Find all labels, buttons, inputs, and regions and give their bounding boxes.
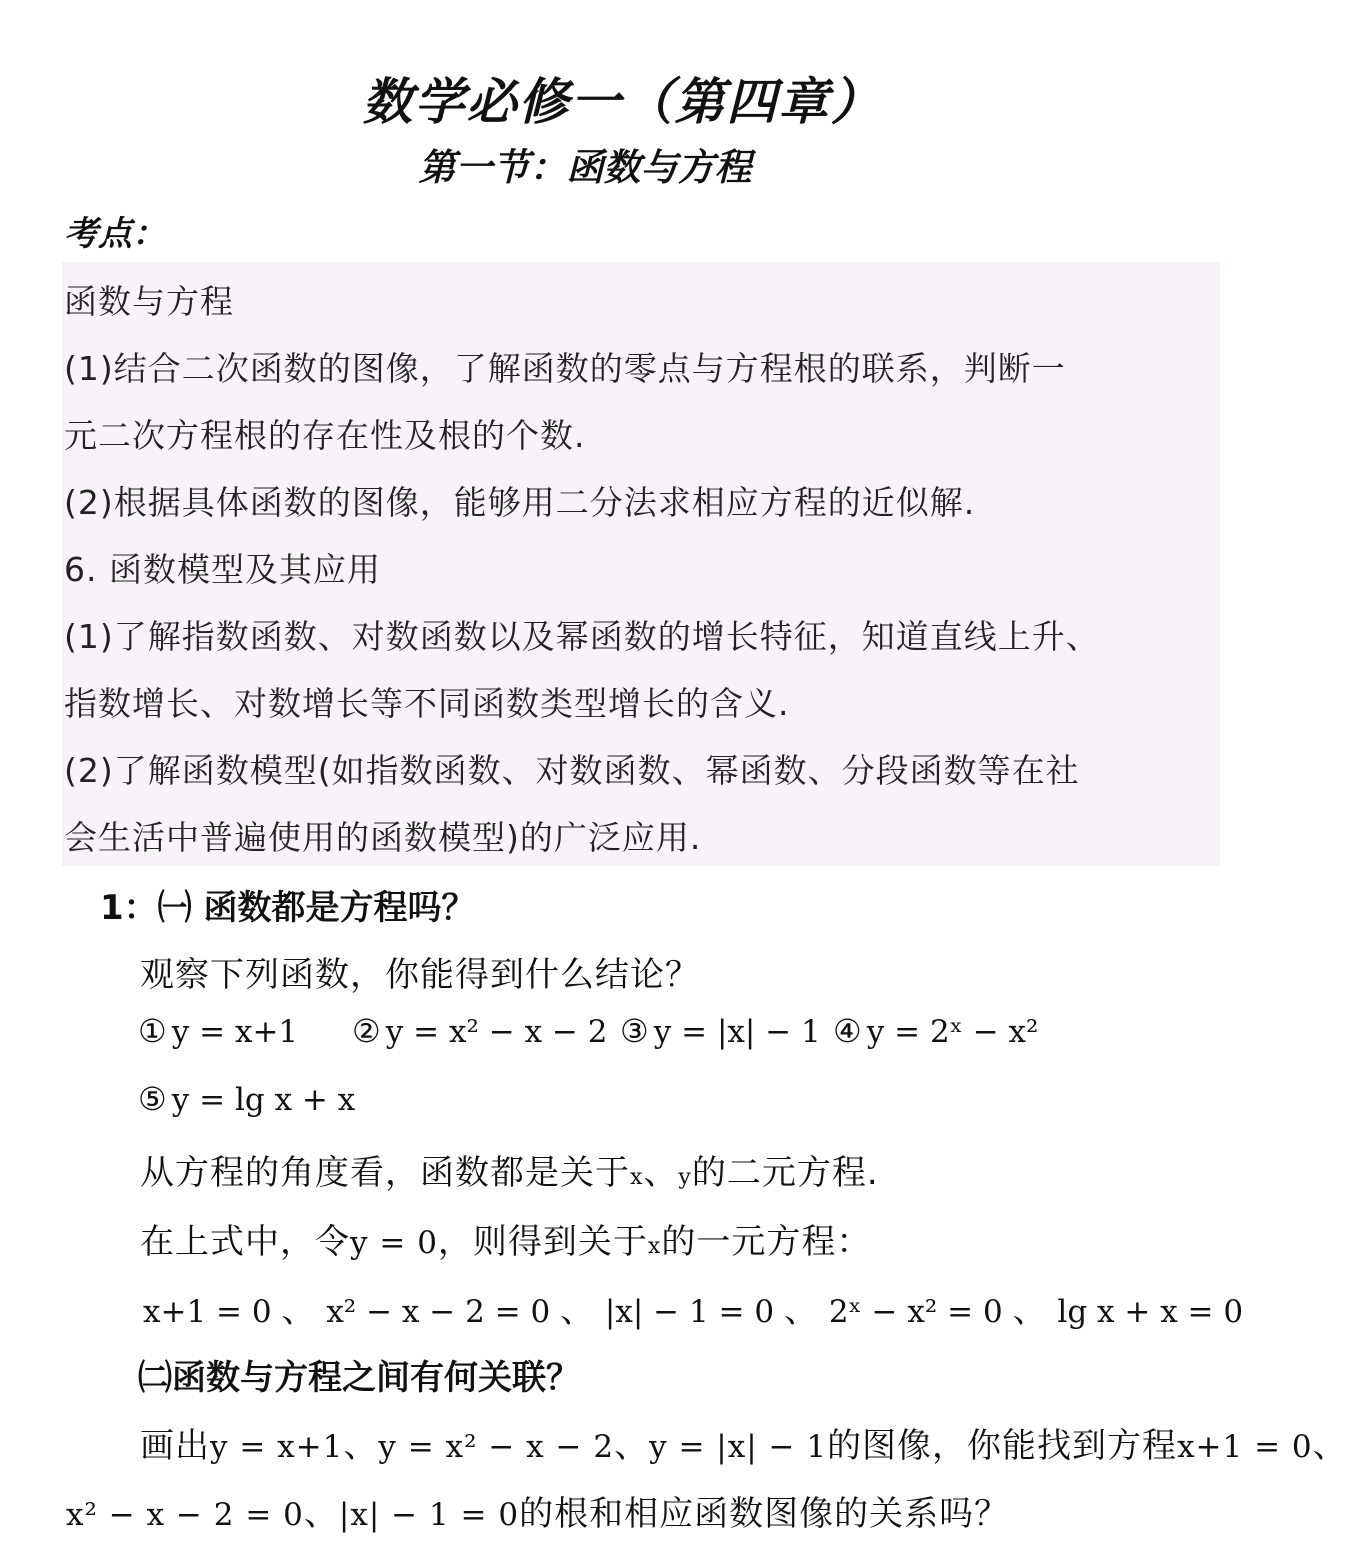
syllabus-line-2: (1)结合二次函数的图像，了解函数的零点与方程根的联系，判断一 (64, 349, 1066, 388)
s2-sep-1: 、 (343, 1426, 379, 1466)
s2-sep-3: 、 (1312, 1426, 1348, 1466)
syllabus-line-9: 会生活中普遍使用的函数模型)的广泛应用. (64, 818, 702, 857)
syllabus-line-5: 6. 函数模型及其应用 (64, 550, 381, 589)
s2-eq-1: x+1 = 0 (1177, 1429, 1313, 1465)
s2-func-3: y = |x| − 1 (649, 1429, 828, 1465)
p1-text-b: 的二元方程. (691, 1153, 879, 1193)
syllabus-line-4: (2)根据具体函数的图像，能够用二分法求相应方程的近似解. (64, 483, 976, 522)
syllabus-line-6: (1)了解指数函数、对数函数以及幂函数的增长特征，知道直线上升、 (64, 617, 1100, 656)
exam-points-label: 考点： (64, 214, 166, 254)
s2-sep-2: 、 (614, 1426, 650, 1466)
function-5: y = lg x + x (171, 1082, 356, 1118)
circled-5: ⑤ (138, 1080, 167, 1118)
equation-4: 2ˣ − x² = 0 (828, 1294, 1003, 1330)
syllabus-line-8: (2)了解函数模型(如指数函数、对数函数、幂函数、分段函数等在社 (64, 751, 1080, 790)
equation-2: x² − x − 2 = 0 (326, 1294, 551, 1330)
eq-sep-2: 、 (560, 1291, 596, 1331)
s2-sep-4: 、 (303, 1494, 339, 1534)
observe-text: 观察下列函数，你能得到什么结论？ (140, 955, 700, 995)
section2-line-1 (140, 1418, 1348, 1467)
function-2: y = x² − x − 2 (385, 1014, 608, 1050)
s2-eq-3: |x| − 1 = 0 (338, 1497, 520, 1533)
page-title: 数学必修一（第四章） (362, 73, 883, 131)
function-list-row1 (138, 1012, 298, 1050)
p2-text-b: ，则得到关于 (437, 1222, 648, 1262)
syllabus-line-3: 元二次方程根的存在性及根的个数. (64, 416, 586, 455)
equation-1: x+1 = 0 (143, 1294, 272, 1330)
p1-var-y: y (678, 1165, 692, 1190)
paragraph-unary-equation (140, 1214, 871, 1263)
circled-1: ① (138, 1012, 167, 1050)
p2-text-a: 在上式中，令 (140, 1222, 350, 1262)
syllabus-line-1: 函数与方程 (64, 282, 234, 321)
s2-text-a: 画出 (140, 1426, 210, 1466)
s2-func-1: y = x+1 (210, 1429, 344, 1465)
equation-list (143, 1283, 1243, 1332)
eq-sep-4: 、 (1012, 1291, 1048, 1331)
function-4: y = 2ˣ − x² (866, 1014, 1039, 1050)
paragraph-binary-equation (140, 1145, 879, 1194)
function-item-4 (833, 1012, 1038, 1050)
equation-3: |x| − 1 = 0 (604, 1294, 775, 1330)
p1-var-x: x (630, 1165, 644, 1190)
p1-text-a: 从方程的角度看，函数都是关于 (140, 1153, 630, 1193)
s2-func-2: y = x² − x − 2 (378, 1429, 615, 1465)
function-item-3 (620, 1012, 821, 1050)
circled-2: ② (352, 1012, 381, 1050)
function-item-2 (352, 1012, 607, 1050)
p1-sep: 、 (643, 1153, 679, 1193)
s2-eq-2: x² − x − 2 = 0 (66, 1497, 304, 1533)
section2-line-2 (66, 1486, 1009, 1535)
eq-sep-1: 、 (281, 1291, 317, 1331)
equation-5: lg x + x = 0 (1057, 1294, 1244, 1330)
circled-4: ④ (833, 1012, 862, 1050)
s2-text-c: 的根和相应函数图像的关系吗？ (519, 1494, 1010, 1534)
circled-3: ③ (620, 1012, 649, 1050)
section-subtitle: 第一节：函数与方程 (418, 146, 752, 189)
p2-eq: y = 0 (350, 1225, 438, 1261)
section2-heading: ㈡函数与方程之间有何关联？ (138, 1358, 580, 1398)
function-1: y = x+1 (171, 1014, 299, 1050)
section1-heading: 1：㈠ 函数都是方程吗？ (100, 888, 476, 928)
syllabus-line-7: 指数增长、对数增长等不同函数类型增长的含义. (64, 684, 790, 723)
eq-sep-3: 、 (783, 1291, 819, 1331)
p2-var-x: x (647, 1234, 662, 1259)
p2-text-c: 的一元方程： (661, 1222, 872, 1262)
function-item-5 (138, 1080, 355, 1118)
function-3: y = |x| − 1 (653, 1014, 821, 1050)
s2-text-b: 的图像，你能找到方程 (827, 1426, 1178, 1466)
